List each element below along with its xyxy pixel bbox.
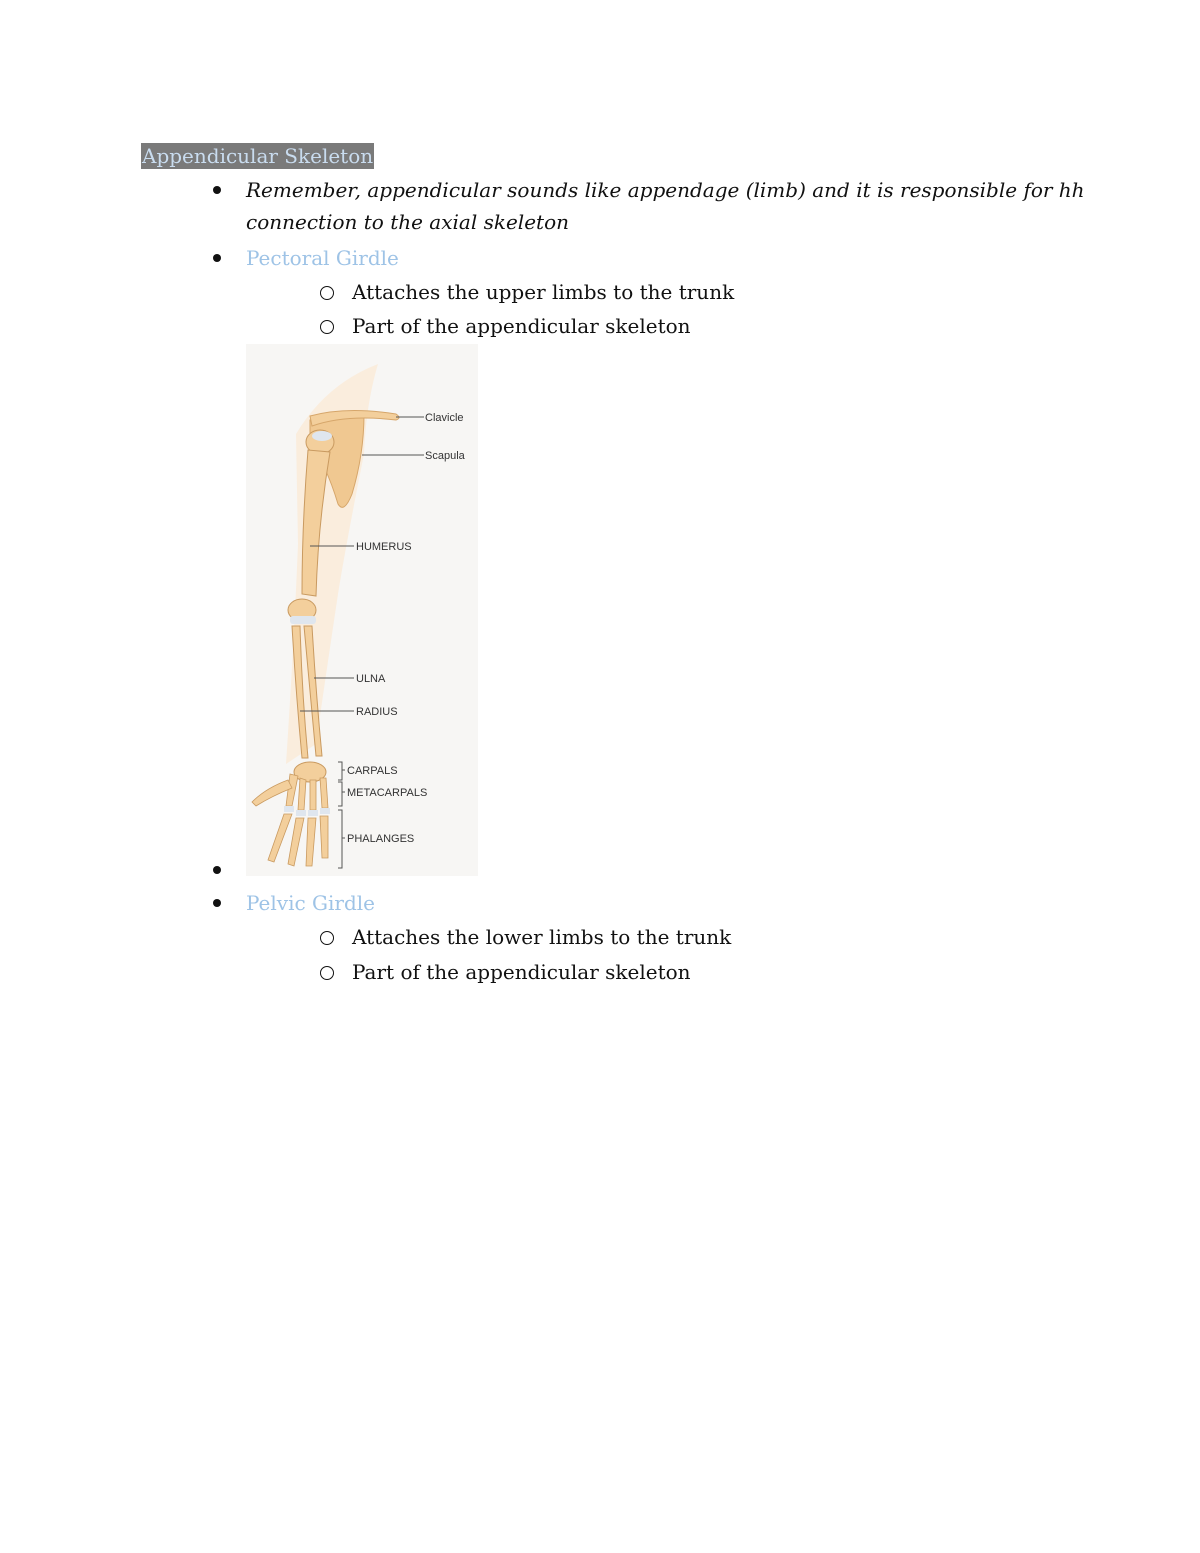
metacarpals-bracket	[338, 782, 345, 806]
bullet-icon	[213, 899, 221, 907]
intro-note-line-2: connection to the axial skeleton	[246, 210, 569, 234]
knuckle-cartilage	[320, 808, 330, 814]
phalanx-bone	[320, 816, 328, 858]
metacarpal-bone	[320, 778, 328, 808]
pectoral-item-2: Part of the appendicular skeleton	[352, 314, 691, 338]
pelvic-item-1: Attaches the lower limbs to the trunk	[352, 925, 732, 949]
circle-bullet-icon	[320, 931, 334, 945]
pectoral-girdle-heading: Pectoral Girdle	[246, 246, 399, 270]
arm-skeleton-illustration	[246, 344, 478, 876]
arm-skeleton-figure	[246, 344, 478, 876]
empty-bullet-icon	[213, 866, 221, 874]
elbow-cartilage	[290, 616, 316, 624]
phalanx-bone	[306, 818, 316, 866]
phalanges-bracket	[338, 810, 345, 868]
page-title: Appendicular Skeleton	[142, 144, 374, 168]
metacarpals-label: METACARPALS	[347, 787, 428, 799]
radius-label: RADIUS	[356, 706, 398, 718]
bullet-icon	[213, 186, 221, 194]
phalanx-bone	[268, 814, 292, 862]
humerus-label: HUMERUS	[356, 541, 412, 553]
thumb-bone	[252, 780, 292, 806]
scapula-label: Scapula	[425, 450, 465, 462]
metacarpal-bone	[310, 780, 316, 810]
metacarpal-bone	[298, 778, 306, 810]
ulna-label: ULNA	[356, 673, 386, 685]
circle-bullet-icon	[320, 966, 334, 980]
carpals-label: CARPALS	[347, 765, 398, 777]
carpals-bracket	[338, 762, 345, 780]
shoulder-cartilage	[312, 431, 332, 441]
intro-note-line-1: Remember, appendicular sounds like appendage (limb) and it is responsible for hh	[246, 178, 1085, 202]
pelvic-girdle-heading: Pelvic Girdle	[246, 891, 376, 915]
circle-bullet-icon	[320, 286, 334, 300]
knuckle-cartilage	[296, 810, 306, 816]
phalanx-bone	[288, 818, 304, 866]
knuckle-cartilage	[308, 810, 318, 816]
knuckle-cartilage	[284, 806, 294, 812]
circle-bullet-icon	[320, 320, 334, 334]
bullet-icon	[213, 254, 221, 262]
phalanges-label: PHALANGES	[347, 833, 415, 845]
pelvic-item-2: Part of the appendicular skeleton	[352, 960, 691, 984]
clavicle-label: Clavicle	[425, 412, 464, 424]
pectoral-item-1: Attaches the upper limbs to the trunk	[352, 280, 735, 304]
